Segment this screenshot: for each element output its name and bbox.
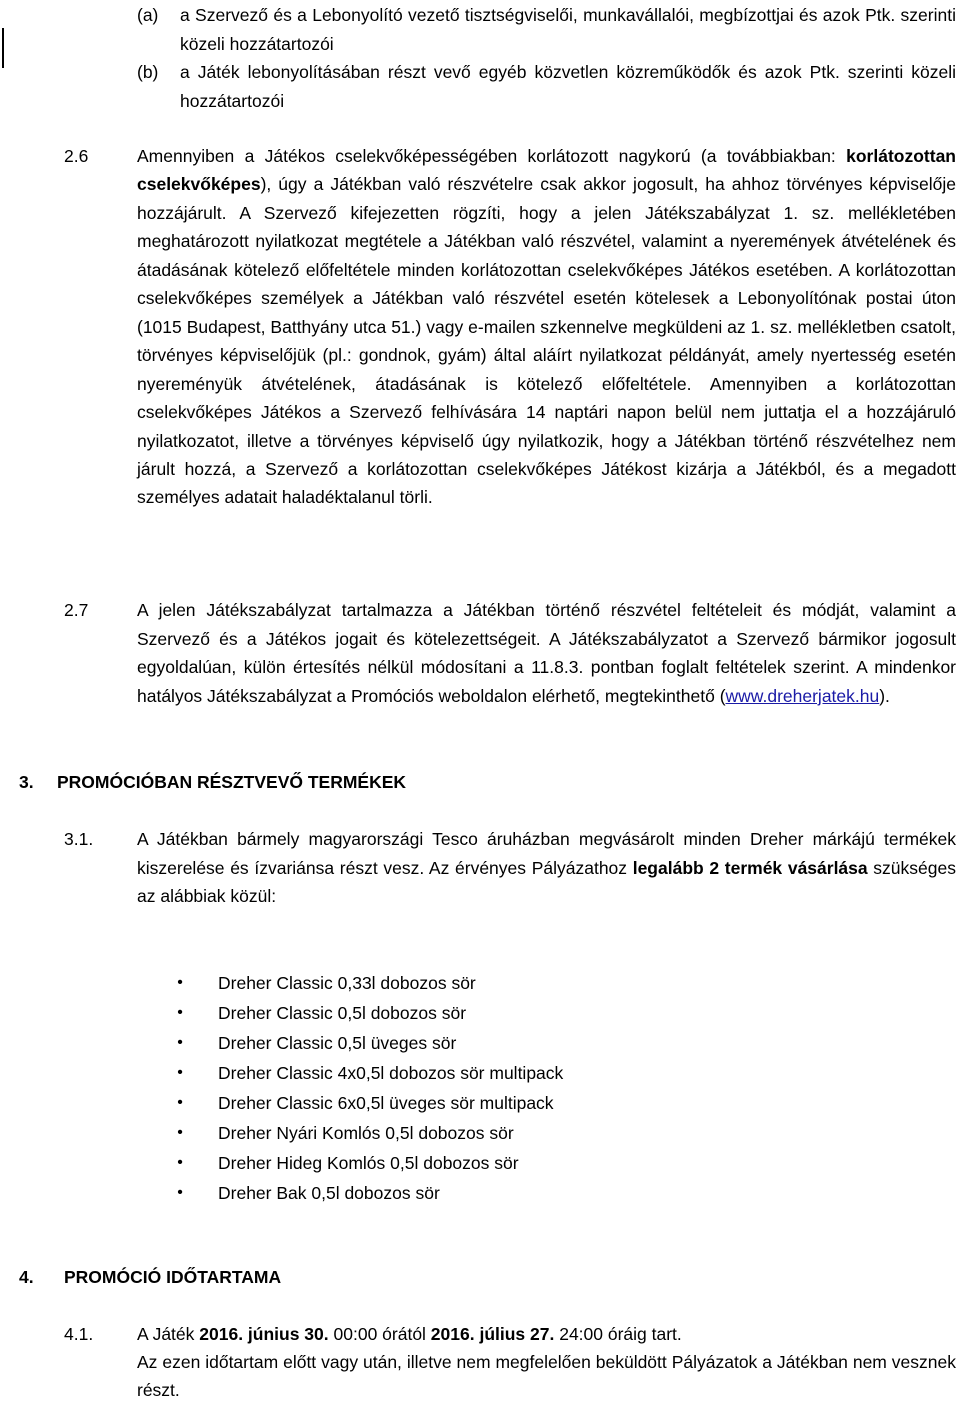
product-name: Dreher Classic 0,5l üveges sör xyxy=(218,1033,457,1053)
s3-1-text-a: A Játékban bármely magyarországi Tesco áruházban megvásárolt minden Dreher márkájú termékek kiszerelése és ízvariánsa részt vesz. Az érvényes Pályázathoz xyxy=(137,829,956,878)
list-item xyxy=(172,1178,563,1208)
bullet-icon: • xyxy=(177,974,183,991)
bullet-icon: • xyxy=(177,1154,183,1171)
item-a-text: a Szervező és a Lebonyolító vezető tisztségviselői, munkavállalói, megbízottjai és azok Ptk. szerinti közeli hozzátartozói xyxy=(180,5,956,54)
section-3-1-number: 3.1. xyxy=(64,829,94,849)
list-item xyxy=(172,1028,563,1058)
list-item xyxy=(172,968,563,998)
start-date: 2016. június 30. xyxy=(199,1324,329,1344)
s4-1-text-c: 24:00 óráig tart. xyxy=(554,1324,682,1344)
bullet-icon: • xyxy=(177,1184,183,1201)
bullet-icon: • xyxy=(177,1034,183,1051)
product-name: Dreher Hideg Komlós 0,5l dobozos sör xyxy=(218,1153,519,1173)
bullet-icon: • xyxy=(177,1094,183,1111)
end-date: 2016. július 27. xyxy=(430,1324,555,1344)
item-b-label: (b) xyxy=(137,62,159,82)
s4-1-text-b: 00:00 órától xyxy=(328,1324,431,1344)
revision-bar xyxy=(2,28,4,68)
s2-6-text-a: Amennyiben a Játékos cselekvőképességében korlátozott nagykorú (a továbbiakban: xyxy=(137,146,847,166)
product-name: Dreher Bak 0,5l dobozos sör xyxy=(218,1183,440,1203)
product-name: Dreher Classic 0,33l dobozos sör xyxy=(218,973,476,993)
heading-3-number: 3. xyxy=(19,772,34,792)
section-2-7-number: 2.7 xyxy=(64,600,89,620)
s2-7-text-a: A jelen Játékszabályzat tartalmazza a Játékban történő részvétel feltételeit és módját, valamint a Szervező és a Játékos jogait és kötelezettségeit. A Játékszabályzatot a Szervező bármikor jogosult egyoldalúan, külön értesítés nélkül módosítani a 11.8.3. pontban foglalt feltételek szerint. A mindenkor hatályos Játékszabályzat a Promóciós weboldalon elérhető, megtekinthető ( xyxy=(137,600,956,706)
section-4-1-line-2: Az ezen időtartam előtt vagy után, illetve nem megfelelően beküldött Pályázatok a Játékban nem vesznek részt. xyxy=(137,1352,956,1400)
heading-4-title: PROMÓCIÓ IDŐTARTAMA xyxy=(64,1267,282,1287)
list-item xyxy=(172,1058,563,1088)
list-item xyxy=(172,1118,563,1148)
section-4-1-line-1 xyxy=(137,1320,956,1348)
product-name: Dreher Classic 4x0,5l dobozos sör multipack xyxy=(218,1063,564,1083)
s2-7-text-b: ). xyxy=(879,685,890,706)
section-2-7-text xyxy=(137,596,956,710)
s3-1-bold-term: legalább 2 termék vásárlása xyxy=(632,857,868,878)
item-a-label: (a) xyxy=(137,5,159,25)
s2-6-text-b: ), úgy a Játékban való részvételre csak akkor jogosult, ha ahhoz törvényes képviselője hozzájárult. A Szervező kifejezetten rögzíti, hogy a jelen Játékszabályzat 1. sz. mellékletében meghatározott nyilatkozat megtétele a Játékban való részvétel, valamint a nyeremények átvételének és átadásának kötelező előfeltétele minden korlátozottan cselekvőképes Játékos esetében. A korlátozottan cselekvőképes személyek a Játékban való részvétel esetén kötelesek a Lebonyolítónak postai úton (1015 Budapest, Batthyány utca 51.) vagy e-mailen szkennelve megküldeni az 1. sz. mellékletben csatolt, törvényes képviselőjük (pl.: gondnok, gyám) által aláírt nyilatkozat példányát, amely nyertesség esetén nyereményük átvételének, átadásának is kötelező előfeltétele. Amennyiben a korlátozottan cselekvőképes Játékos a Szervező felhívására 14 naptári napon belül nem juttatja el a hozzájáruló nyilatkozatot, illetve a törvényes képviselő úgy nyilatkozik, hogy a Játékban történő részvételhez nem járult hozzá, a Szervező a korlátozottan cselekvőképes Játékost kizárja a Játékból, és a megadott személyes adatait haladéktalanul törli. xyxy=(137,174,956,508)
section-4-1-number: 4.1. xyxy=(64,1324,94,1344)
section-2-6-text xyxy=(137,142,956,512)
list-item xyxy=(172,1148,563,1178)
s3-1-text-b: szükséges az alábbiak közül: xyxy=(137,857,956,907)
s4-1-text-a: A Játék xyxy=(137,1324,200,1344)
bullet-icon: • xyxy=(177,1064,183,1081)
list-item xyxy=(172,1088,563,1118)
item-b-text: a Játék lebonyolításában részt vevő egyéb közvetlen közreműködők és azok Ptk. szerinti közeli hozzátartozói xyxy=(180,62,956,111)
section-2-6-number: 2.6 xyxy=(64,146,89,166)
product-name: Dreher Classic 0,5l dobozos sör xyxy=(218,1003,467,1023)
bullet-icon: • xyxy=(177,1004,183,1021)
bullet-icon: • xyxy=(177,1124,183,1141)
section-3-1-text xyxy=(137,825,956,911)
s2-6-bold-term: korlátozottan cselekvőképes xyxy=(137,146,956,195)
promo-website-link[interactable]: www.dreherjatek.hu xyxy=(725,685,880,706)
product-name: Dreher Classic 6x0,5l üveges sör multipack xyxy=(218,1093,554,1113)
list-item xyxy=(172,998,563,1028)
heading-4-number: 4. xyxy=(19,1267,34,1287)
product-list xyxy=(172,968,563,1208)
product-name: Dreher Nyári Komlós 0,5l dobozos sör xyxy=(218,1123,514,1143)
heading-3-title: PROMÓCIÓBAN RÉSZTVEVŐ TERMÉKEK xyxy=(57,772,407,792)
